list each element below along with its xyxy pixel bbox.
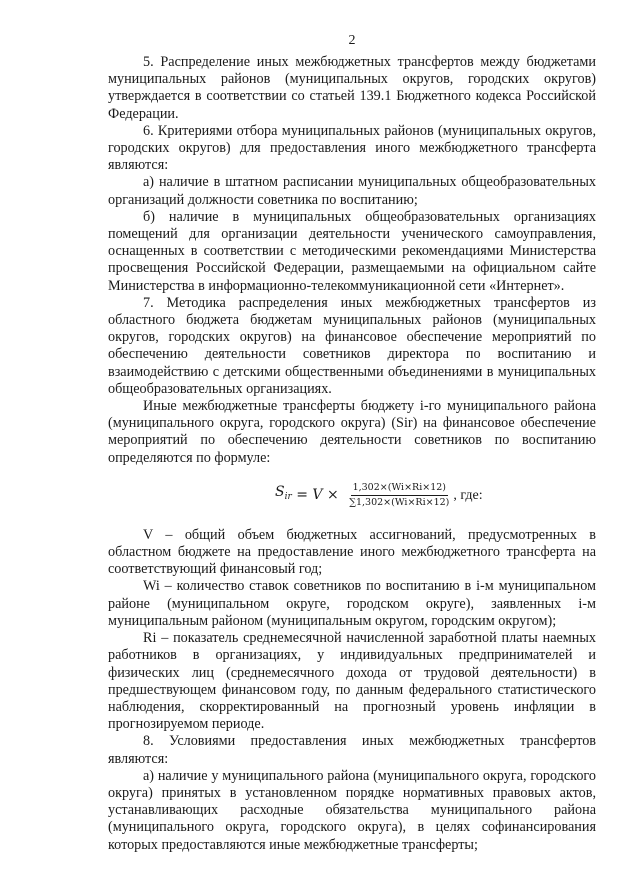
- formula-numerator: 1,302×(Wi×Ri×12): [351, 482, 448, 496]
- paragraph-6a-counselor-position: а) наличие в штатном расписании муниципальных общеобразовательных организаций должности советника по воспитанию;: [108, 174, 596, 208]
- formula-suffix: , где:: [453, 487, 483, 503]
- formula-lhs: $S_{ir}$: [275, 484, 292, 503]
- paragraph-6-criteria: 6. Критериями отбора муниципальных районов (муниципальных округов, городских округов) для предоставления иного межбюджетного трансферта являются:: [108, 122, 596, 174]
- formula-times: ×: [322, 486, 344, 503]
- document-page: [108, 0, 596, 877]
- formula-v: V: [312, 486, 323, 503]
- page-number: 2: [348, 33, 356, 48]
- paragraph-5-distribution: 5. Распределение иных межбюджетных трансфертов между бюджетами муниципальных районов (муниципальных округов, городских округов) утверждается в соответствии со статьей 139.1 Бюджетного кодекса Российской Федерации.: [108, 54, 596, 122]
- paragraph-8-conditions: 8. Условиями предоставления иных межбюджетных трансфертов являются:: [108, 733, 596, 767]
- definition-wi: Wi – количество ставок советников по воспитанию в i-м муниципальном районе (муниципальном округе, городском округе), заявленных i-м муниципальным районом (муниципальным округом, городским округом);: [108, 578, 596, 629]
- document-body: [108, 54, 596, 854]
- definition-v: V – общий объем бюджетных ассигнований, предусмотренных в областном бюджете на предоставление иного межбюджетного трансферта на соответствующий финансовый год;: [108, 526, 596, 578]
- definition-ri: Ri – показатель среднемесячной начисленной заработной платы наемных работников в организациях, у индивидуальных предпринимателей и физических лиц (среднемесячного дохода от трудовой деятельности) в предшествующем финансовом году, по данным федерального статистического наблюдения, скорректированный на прогнозный уровень инфляции в прогнозируемом периоде.: [108, 630, 596, 733]
- formula-equals: =: [291, 486, 313, 503]
- paragraph-8a-legal-acts: а) наличие у муниципального района (муниципального округа, городского округа) принятых в установленном порядке нормативных правовых актов, устанавливающих расходные обязательства муниципального района (муниципального округа, городского округа), в целях софинансирования которых предоставляются иные межбюджетные трансферты;: [108, 767, 596, 853]
- formula-fraction: [347, 482, 451, 509]
- distribution-formula: [108, 467, 596, 527]
- paragraph-7-methodology: 7. Методика распределения иных межбюджетных трансфертов из областного бюджета бюджетам муниципальных районов (муниципальных округов, городских округов) на финансовое обеспечение мероприятий по обеспечению деятельности советников директора по воспитанию и взаимодействию с детскими общественными объединениями в муниципальных общеобразовательных организациях.: [108, 294, 596, 397]
- paragraph-transfer-definition: Иные межбюджетные трансферты бюджету i-го муниципального района (муниципального округа, городского округа) (Sir) на финансовое обеспечение мероприятий по обеспечению деятельности советников по воспитанию определяются по формуле:: [108, 398, 596, 466]
- formula-denominator: ∑1,302×(Wi×Ri×12): [349, 496, 450, 508]
- paragraph-6b-premises: б) наличие в муниципальных общеобразовательных организациях помещений для организации деятельности ученического самоуправления, оснащенных в соответствии с методическими рекомендациями Министерства просвещения Российской Федерации, размещаемыми на официальном сайте Министерства в информационно-телекоммуникационной сети «Интернет».: [108, 208, 596, 294]
